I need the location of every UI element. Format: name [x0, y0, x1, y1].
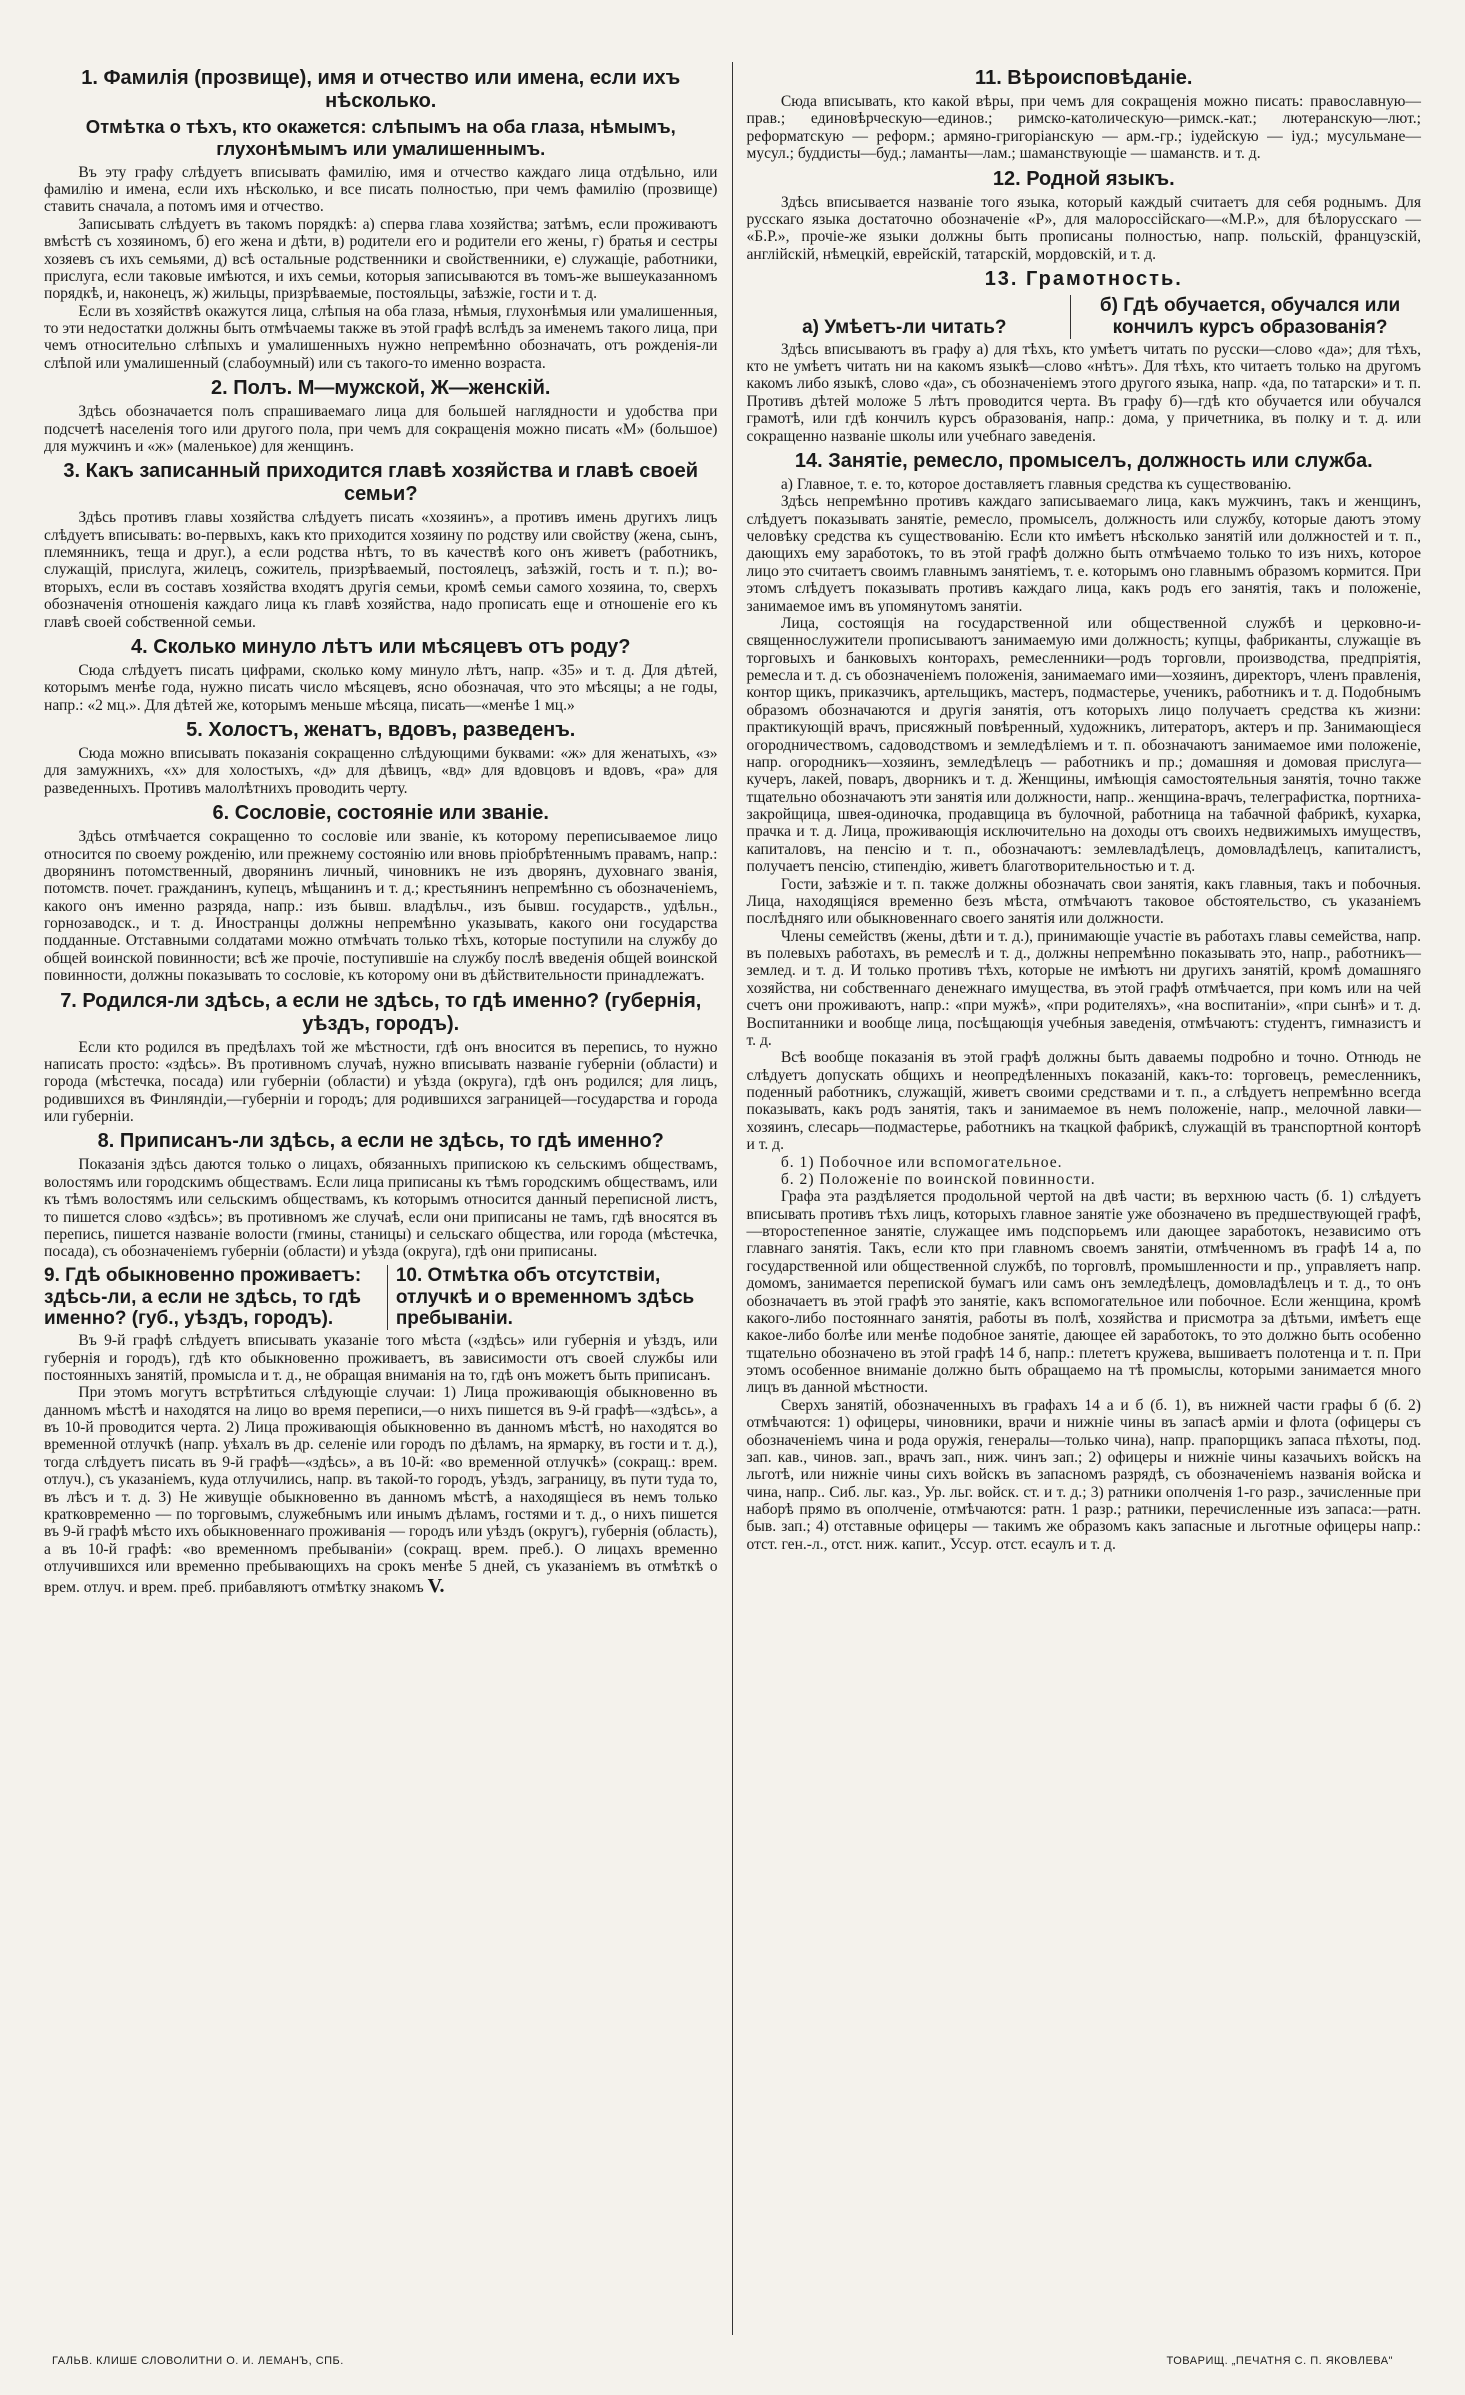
section-12-paragraph: Здѣсь вписывается названіе того языка, который каждый считаетъ для себя роднымъ. Для русскаго языка достаточно обозначеніе «Р», для малороссійскаго—«М.Р.», для бѣлорусскаго — «Б.Р.», прочіе-же языки должны быть прописаны полностью, напр. польскій, французскій, англійскій, нѣмецкій, еврейскій, татарскій, мордовскій, и т. д.: [746, 193, 1421, 263]
section-9-paragraph: [44, 1384, 718, 1597]
section-13-title: 13. Грамотность.: [984, 268, 1183, 290]
section-1-paragraph: Въ эту графу слѣдуетъ вписывать фамилію, имя и отчество каждаго лица отдѣльно, или фамилію и имена, если ихъ нѣсколько, и все писать полностью, при чемъ фамилію (прозвище) ставить сначала, а потомъ имя и отчество.: [44, 163, 718, 216]
section-12-title: 12. Родной языкъ.: [992, 167, 1175, 190]
section-13-b-title: б) Гдѣ обучается, обучался или кончилъ курсъ образованія?: [1070, 295, 1421, 339]
section-3-title: 3. Какъ записанный приходится главѣ хозяйства и главѣ своей семьи?: [63, 460, 699, 506]
section-2-title: 2. Полъ. М—мужской, Ж—женскій.: [211, 377, 551, 400]
section-2-paragraph: Здѣсь обозначается полъ спрашиваемаго лица для большей наглядности и удобства при подсчетѣ населенія того или другого пола, при чемъ для сокращенія можно писать «М» (большое) для мужчинъ и «ж» (маленькое) для женщинъ.: [44, 403, 718, 455]
section-9-cases-text: При этомъ могутъ встрѣтиться слѣдующіе случаи: 1) Лица проживающія обыкновенно въ данномъ мѣстѣ и находятся на лицо во время переписи,—о нихъ пишется въ 9-й графѣ—«здѣсь», а въ 10-й проводится черта. 2) Лица проживающія обыкновенно въ данномъ мѣстѣ, но находятся во временной отлучкѣ (напр. уѣхалъ въ др. селеніе или городъ по дѣламъ, на ярмарку, въ гости и т. д.), тогда слѣдуетъ писать въ 9-й графѣ—«здѣсь», а въ 10-й: «во временной отлучкѣ» (сокращ.: врем. отлуч.), съ указаніемъ, куда отлучились, напр. въ такой-то городъ, уѣздъ, заграницу, въ пути туда то, въ лѣсъ и т. д. 3) Не живущіе обыкновенно въ данномъ мѣстѣ, а находящіеся въ немъ только кратковременно — по торговымъ, служебнымъ или инымъ дѣламъ, гостями и т. д., о нихъ пишется въ 9-й графѣ мѣсто ихъ обыкновеннаго проживанія — городъ или уѣздъ (округъ), губернія (область), а въ 10-й графѣ: «во временномъ пребываніи» (сокращ. врем. преб.). О лицахъ временно отлучившихся или временно пребывающихъ на срокъ менѣе 5 дней, съ указаніемъ въ отмѣткѣ о врем. отлуч. и врем. преб. прибавляютъ отмѣтку знакомъ: [44, 1384, 718, 1597]
section-13-header: [747, 295, 1422, 339]
section-14-paragraph: Члены семействъ (жены, дѣти и т. д.), принимающіе участіе въ работахъ главы семейства, напр. въ полевыхъ работахъ, въ ремеслѣ и т. д., должны непремѣнно показывать это, напр., работникъ—землед. и т. д. И только противъ тѣхъ, которые не имѣютъ ни другихъ занятій, кромѣ домашняго хозяйства, ни собственнаго денежнаго имущества, въ этой графѣ отмѣчается, при комъ или на чей счетъ они проживаютъ, напр.: «при мужѣ», «при родителяхъ», «на воспитаніи», «при сынѣ» и т. д. Воспитанники и вообще лица, посѣщающія учебныя заведенія, отмѣчаютъ: студентъ, гимназистъ и т. д.: [746, 927, 1421, 1049]
section-7-paragraph: Если кто родился въ предѣлахъ той же мѣстности, гдѣ онъ вносится въ перепись, то нужно написать просто: «здѣсь». Въ противномъ случаѣ, нужно вписывать названіе губерніи (области) и города (мѣстечка, посада) или губерніи (области) и уѣзда (округа), гдѣ онъ родился; для лицъ, родившихся въ Финляндіи,—губерніи и городъ; для родившихся заграницей—государства и города или губерніи.: [44, 1038, 718, 1126]
section-4-title: 4. Сколько минуло лѣтъ или мѣсяцевъ отъ роду?: [130, 635, 631, 658]
section-13-a-title: [747, 295, 1071, 339]
section-11-title: 11. Вѣроисповѣданіе.: [975, 67, 1193, 89]
footer-left-imprint: ГАЛЬВ. КЛИШЕ СЛОВОЛИТНИ О. И. ЛЕМАНЪ, СПБ.: [52, 2355, 344, 2367]
section-1-paragraph: Если въ хозяйствѣ окажутся лица, слѣпыя на оба глаза, нѣмыя, глухонѣмыя или умалишенныя, то эти недостатки должны быть отмѣчаемы также въ этой графѣ вслѣдъ за именемъ такого лица, при чемъ относительно слѣпыхъ и умалишенныхъ нужно непремѣнно обозначать, отъ рожденія-ли слѣпой или умалишенный (слабоумный) или съ такого-то именно возраста.: [44, 302, 718, 372]
section-14-paragraph: Гости, заѣзжіе и т. п. также должны обозначать свои занятія, какъ главныя, такъ и побочныя. Лица, находящіяся временно безъ мѣста, отмѣчаютъ таковое обстоятельство, съ указаніемъ послѣдняго или обыкновеннаго своего занятія или должности.: [746, 875, 1421, 928]
section-5-paragraph: Сюда можно вписывать показанія сокращенно слѣдующими буквами: «ж» для женатыхъ, «з» для замужнихъ, «х» для холостыхъ, «д» для дѣвицъ, «вд» для вдовцовъ и вдовъ, «ра» для разведенныхъ. Противъ малолѣтнихъ проводить черту.: [44, 745, 718, 797]
section-14-a-heading: а) Главное, т. е. то, которое доставляетъ главныя средства къ существованію.: [780, 475, 1292, 493]
section-1-title: 1. Фамилія (прозвище), имя и отчество или имена, если ихъ нѣсколько.: [81, 67, 681, 112]
section-3-paragraph: Здѣсь противъ главы хозяйства слѣдуетъ писать «хозяинъ», а противъ имень другихъ лицъ слѣдуетъ вписывать: во-первыхъ, какъ кто приходится хозяину по родству или свойству (жена, сынъ, племянникъ, теща и друг.), а если родства нѣтъ, то въ качествѣ кого онъ живетъ (работникъ, служащій, прислуга, жилецъ, сожитель, призрѣваемый, постоялецъ, заѣзжій, гость и т. п.); во-вторыхъ, если въ составъ хозяйства входятъ другія семьи, кромѣ семьи самого хозяина, то, сверхъ обозначенія отношенія каждаго лица къ главѣ хозяйства, надо прописать еще и отношеніе его къ главѣ своей собственной семьи.: [44, 509, 718, 631]
section-14-b2-heading: б. 2) Положеніе по воинской повинности.: [780, 1170, 1096, 1188]
section-14-paragraph: Графа эта раздѣляется продольной чертой на двѣ части; въ верхнюю часть (б. 1) слѣдуетъ вписывать противъ тѣхъ лицъ, которыхъ главное занятіе уже обозначено въ предшествующей графѣ,—второстепенное занятіе, служащее имъ подспорьемъ или дающее заработокъ, независимо отъ главнаго занятія. Такъ, если кто при главномъ своемъ занятіи, отмѣченномъ въ графѣ 14 а, по государственной или общественной службѣ, по торговлѣ, промышленности и пр., управляетъ напр. домомъ, занимается перепиской бумагъ или самъ онъ земледѣлецъ, домовладѣлецъ и т. д., то онъ обозначаетъ въ этой графѣ это занятіе, какъ вспомогательное или побочное. Если женщина, кромѣ какого-либо постояннаго занятія, работы въ полѣ, хозяйства и присмотра за дѣтьми, имѣетъ еще какое-либо болѣе или менѣе подобное занятіе, дающее ей заработокъ, то это должно быть особенно тщательно обозначено въ этой графѣ 14 б, напр.: плететъ кружева, вышиваетъ полотенца и т. п. При этомъ особенное вниманіе должно быть обращаемо на тѣ промыслы, которыми занимается много лицъ въ данной мѣстности.: [746, 1188, 1421, 1397]
section-10-title: 10. Отмѣтка объ отсутствіи, отлучкѣ и о временномъ здѣсь пребываніи.: [395, 1264, 695, 1330]
left-column: [30, 62, 733, 2335]
section-11-paragraph: Сюда вписывать, кто какой вѣры, при чемъ для сокращенія можно писать: православную—прав.; единовѣрческую—единов.; римско-католическую—римск.-кат.; лютеранскую—лют.; реформатскую — реформ.; армяно-григоріанскую — арм.-гр.; іудейскую — іуд.; мусульмане—мусул.; буддисты—буд.; ламанты—лам.; шаманствующіе — шаманств. и т. д.: [746, 93, 1421, 163]
section-4-paragraph: Сюда слѣдуетъ писать цифрами, сколько кому минуло лѣтъ, напр. «35» и т. д. Для дѣтей, которымъ менѣе года, нужно писать число мѣсяцевъ, ясно обозначая, что это мѣсяцы; а не годы, напр.: «2 мц.». Для дѣтей же, которымъ меньше мѣсяца, писать—«менѣе 1 мц.»: [44, 661, 718, 714]
tick-mark: V.: [427, 1575, 445, 1598]
section-14-paragraph: Здѣсь непремѣнно противъ каждаго записываемаго лица, какъ мужчинъ, такъ и женщинъ, слѣдуетъ показывать занятіе, ремесло, промыселъ, должность или службу, которые даютъ этому человѣку средства къ существованію. Если кто имѣетъ нѣсколько занятій или должностей и т. п., дающихъ ему заработокъ, то въ этой графѣ должно быть отмѣчаемо только то изъ нихъ, которое лицо это считаетъ своимъ главнымъ занятіемъ, т. е. которымъ оно главнымъ образомъ кормится. При этомъ слѣдуетъ показывать противъ каждаго лица, какъ родъ его занятія, такъ и положеніе, занимаемое имъ въ упомянутомъ занятіи.: [746, 493, 1421, 615]
section-6-title: 6. Сословіе, состояніе или званіе.: [212, 802, 549, 825]
section-1-subtitle: Отмѣтка о тѣхъ, кто окажется: слѣпымъ на оба глаза, нѣмымъ, глухонѣмымъ или умалишеннымъ.: [85, 116, 676, 159]
section-9-10-header: [44, 1265, 718, 1331]
section-6-paragraph: Здѣсь отмѣчается сокращенно то сословіе или званіе, къ которому переписываемое лицо относится по своему рожденію, или прежнему состоянію или вновь пріобрѣтеннымъ правамъ, напр.: дворянинъ потомственный, дворянинъ личный, чиновникъ не изъ дворянъ, духовнаго званія, потомств. почет. гражданинъ, купецъ, мѣщанинъ и т. д.; крестьянинъ непремѣнно съ обозначеніемъ, какого онъ именно разряда, напр.: изъ бывш. владѣльч., изъ бывш. государств., удѣльн., горнозаводск., и т. д. Иностранцы должны непремѣнно указывать, какого они государства подданные. Отставными солдатами можно отмѣчать только тѣхъ, которые поступили на службу до общей воинской повинности; всѣ же прочіе, поступившіе на службу послѣ введенія общей воинской повинности, должны показывать то сословіе, къ которому они въ дѣйствительности принадлежатъ.: [44, 828, 718, 985]
section-14-paragraph: Сверхъ занятій, обозначенныхъ въ графахъ 14 а и б (б. 1), въ нижней части графы б (б. 2) отмѣчаются: 1) офицеры, чиновники, врачи и нижніе чины въ запасѣ арміи и флота (офицеры съ обозначеніемъ чина и рода оружія, генералы—только чина), напр. прапорщикъ запаса пѣхоты, под. зап. кав., чинов. зап., врачъ зап., ниж. чинъ зап.; 2) офицеры и нижніе чины казачьихъ войскъ на льготѣ, или нижніе чины сихъ войскъ въ запасномъ разрядѣ, съ обозначеніемъ названія войска и чина, напр.. Сиб. льг. каз., Ур. льг. войск. ст. и т. д.; 3) ратники ополченія 1-го разр., зачисленные при наборѣ прямо въ ополченіе, отмѣчаются: ратн. 1 разр.; ратники, перечисленные изъ запаса:—ратн. быв. зап.; 4) отставные офицеры — такимъ же образомъ какъ запасные и льготные офицеры напр.: отст. ген.-л., отст. ниж. капит., Уссур. отст. есаулъ и т. д.: [746, 1396, 1421, 1553]
section-8-paragraph: Показанія здѣсь даются только о лицахъ, обязанныхъ припискою къ сельскимъ обществамъ, волостямъ или городскимъ обществамъ. Если лица приписаны къ тѣмъ городскимъ обществамъ, или къ тѣмъ волостямъ или сельскимъ обществамъ, къ которымъ относится данный переписной листъ, то пишется слово «здѣсь»; въ противномъ же случаѣ, если они приписаны не тамъ, гдѣ вносятся въ перепись, пишется названіе волости (гмины, станицы) и сельскаго общества, или города (мѣстечка, посада), съ обозначеніемъ губерніи (области) и уѣзда (округа), гдѣ они приписаны.: [44, 1156, 718, 1261]
right-column: [733, 62, 1436, 2335]
section-13-paragraph: Здѣсь вписываютъ въ графу а) для тѣхъ, кто умѣетъ читать по русски—слово «да»; для тѣхъ, кто не умѣетъ читать ни на какомъ языкѣ—слово «нѣтъ». Для тѣхъ, кто читаетъ только на другомъ какомъ либо языкѣ, слово «да», съ обозначеніемъ этого другого языка, напр. «да, по татарски» и т. п. Противъ дѣтей моложе 5 лѣтъ проводится черта. Въ графу б)—гдѣ кто обучается или обучался грамотѣ, или гдѣ кончилъ курсъ образованія, напр.: дома, у причетника, въ полку и т. д. или сокращенно названіе школы или учебнаго заведенія.: [746, 340, 1421, 445]
section-7-title: 7. Родился-ли здѣсь, а если не здѣсь, то гдѣ именно? (губернія, уѣздъ, городъ).: [60, 989, 702, 1035]
section-14-paragraph: Всѣ вообще показанія въ этой графѣ должны быть даваемы подробно и точно. Отнюдь не слѣдуетъ допускать общихъ и неопредѣленныхъ показаній, какъ-то: торговецъ, ремесленникъ, поденный работникъ, служащій, живетъ своими средствами и т. п., а слѣдуетъ непремѣнно всегда показывать, какъ родъ занятія, такъ и занимаемое въ немъ положеніе, напр., мелочной лавки—хозяинъ, слесарь—подмастерье, работникъ на ткацкой фабрикѣ, служащій въ транспортной конторѣ и т. д.: [746, 1049, 1421, 1154]
section-9-paragraph: Въ 9-й графѣ слѣдуетъ вписывать указаніе того мѣста («здѣсь» или губернія и уѣздъ, или губернія и городъ), гдѣ кто обыкновенно проживаетъ, въ зависимости отъ своей службы или постоянныхъ занятій, промысла и т. д., не обращая вниманія на то, гдѣ онъ можетъ быть приписанъ.: [44, 1332, 718, 1384]
section-1-paragraph: Записывать слѣдуетъ въ такомъ порядкѣ: а) сперва глава хозяйства; затѣмъ, если проживаютъ вмѣстѣ съ хозяиномъ, б) его жена и дѣти, в) родители его и родители его жены, г) братья и сестры хозяевъ съ ихъ семьями, д) всѣ остальные родственники и свойственники, е) служащіе, работники, прислуга, если таковые имѣются, и ихъ семьи, которыя записываются въ томъ-же вышеуказанномъ порядкѣ, и, наконецъ, ж) жильцы, призрѣваемые, постояльцы, заѣзжіе, гости и т. д.: [44, 215, 718, 303]
section-5-title: 5. Холостъ, женатъ, вдовъ, разведенъ.: [186, 719, 576, 742]
section-14-paragraph: Лица, состоящія на государственной или общественной службѣ и церковно-и-священнослужители прописываютъ занимаемую ими должность; купцы, фабриканты, служащіе въ торговыхъ и банковыхъ конторахъ, ремесленники—родъ торговли, производства, предпріятія, ремесла и т. д. съ обозначеніемъ положенія, занимаемаго ими—хозяинъ, директоръ, членъ правленія, контор щикъ, приказчикъ, артельщикъ, мастеръ, подмастерье, ученикъ, работникъ и т. д. Подобнымъ образомъ обозначаются и другія занятія, отъ которыхъ лицо получаетъ средства къ жизни: практикующій врачъ, присяжный повѣренный, художникъ, литераторъ, актеръ и пр. Занимающіеся огородничествомъ, садоводствомъ и земледѣліемъ и т. п. обозначаютъ занимаемое ими положеніе, напр. огородникъ—хозяинъ, земледѣлецъ — работникъ и пр.; домашняя и домовая прислуга—кучеръ, лакей, поваръ, дворникъ и т. д. Женщины, имѣющія самостоятельныя занятія, точно также тщательно обозначаютъ эти занятія или должности, напр.. женщина-врачъ, телеграфистка, портниха-закройщица, швея-одиночка, продавщица въ булочной, работница на табачной фабрикѣ, кухарка, прачка и т. д. Лица, проживающія исключительно на доходы отъ своихъ недвижимыхъ имуществъ, капиталовъ, на пенсію и т. п., обозначаютъ: землевладѣлецъ, домовладѣлецъ, капиталистъ, получаетъ пенсію, стипендію, живетъ благотворительностью и т. д.: [746, 614, 1421, 876]
section-14-b1-heading: б. 1) Побочное или вспомогательное.: [780, 1153, 1063, 1171]
printer-footer: [0, 2355, 1465, 2375]
footer-right-imprint: ТОВАРИЩ. „ПЕЧАТНЯ С. П. ЯКОВЛЕВА": [1166, 2355, 1393, 2367]
section-13-a-label: а) Умѣетъ-ли читать?: [802, 316, 1007, 338]
section-14-title: 14. Занятіе, ремесло, промыселъ, должность или служба.: [794, 449, 1373, 472]
section-9-title: 9. Гдѣ обыкновенно проживаетъ: здѣсь-ли, а если не здѣсь, то гдѣ именно? (губ., уѣздъ, городъ).: [44, 1265, 388, 1331]
section-8-title: 8. Приписанъ-ли здѣсь, а если не здѣсь, то гдѣ именно?: [97, 1130, 664, 1153]
